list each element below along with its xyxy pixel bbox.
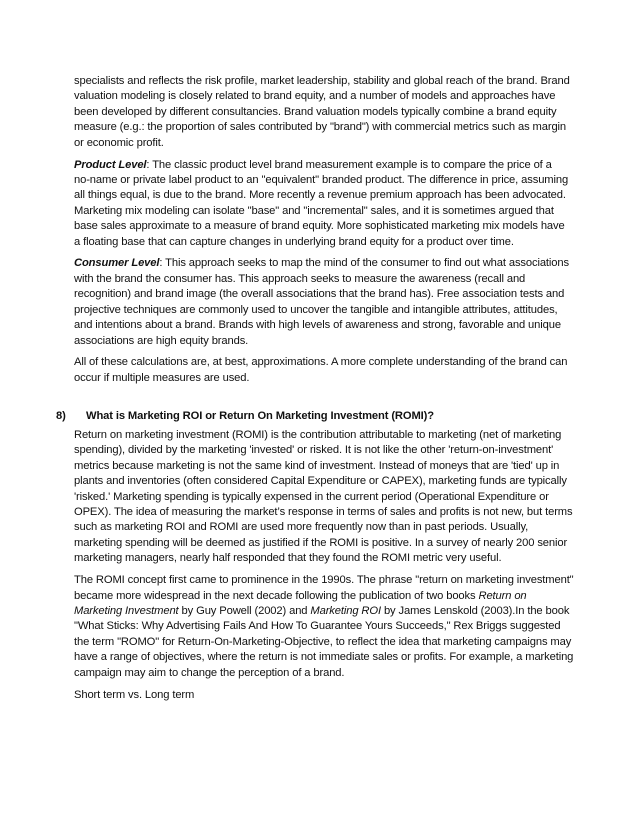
paragraph-short-vs-long: Short term vs. Long term [74,688,195,701]
romi-history-part-a: The ROMI concept first came to prominence in the 1990s. The phrase "return on marketing investment" became more widespread in the next decade following the publication of two books [74,574,574,602]
paragraph-romi-history [74,573,574,681]
bottom-section [74,428,574,709]
paragraph-approximations: All of these calculations are, at best, approximations. A more complete understanding of the brand can occur if multiple measures are used. [74,356,568,384]
consumer-level-label: Consumer Level [74,257,160,270]
paragraph-romi-definition: Return on marketing investment (ROMI) is the contribution attributable to marketing (net of marketing spending), divided by the marketing 'invested' or risked. It is not like the other 'return-on-investment' metrics because marketing is not the same kind of investment. Instead of moneys that are 'tied' up in plants and inventories (often considered Capital Expenditure or CAPEX), marketing funds are typically 'risked.' Marketing spending is typically expensed in the current period (Operational Expenditure or OPEX). The idea of measuring the market’s response in terms of sales and profits is not new, but terms such as marketing ROI and ROMI are used more frequently now than in past periods. Usually, marketing spending will be deemed as justified if the ROMI is positive. In a survey of nearly 200 senior marketing managers, nearly half responded that they found the ROMI metric very useful. [74,429,573,565]
consumer-level-text: : This approach seeks to map the mind of the consumer to find out what associations with the brand the consumer has. This approach seeks to measure the awareness (recall and recognition) and brand image (the overall associations that the brand has). Free association tests and projective techniques are commonly used to uncover the tangible and intangible attributes, attitudes, and intentions about a brand. Brands with high levels of awareness and strong, favorable and unique associations are high equity brands. [74,257,569,347]
question-number: 8) [56,410,66,422]
romi-history-part-c: by James Lenskold (2003).In the book "What Sticks: Why Advertising Fails And How To Guarantee Yours Succeeds," Rex Briggs suggested the term "ROMO" for Return-On-Marketing-Objective, to reflect the idea that marketing campaigns may have a range of objectives, where the return is not immediate sales or profits. For example, a marketing campaign may aim to change the perception of a brand. [74,604,574,679]
paragraph-brand-valuation: specialists and reflects the risk profile, market leadership, stability and global reach of the brand. Brand valuation modeling is closely related to brand equity, and a number of models and approaches have been developed by different consultancies. Brand valuation models typically combine a brand equity measure (e.g.: the proportion of sales contributed by "brand") with commercial metrics such as margin or economic profit. [74,75,570,149]
book-title-marketing-roi: Marketing ROI [310,604,381,617]
product-level-label: Product Level [74,158,147,171]
question-text: What is Marketing ROI or Return On Marketing Investment (ROMI)? [86,410,434,422]
product-level-text: : The classic product level brand measurement example is to compare the price of a no-name or private label product to an "equivalent" branded product. The difference in price, assuming all things equal, is due to the brand. More recently a revenue premium approach has been advocated. Marketing mix modeling can isolate "base" and "incremental" sales, and it is sometimes argued that base sales approximate to a measure of brand equity. More sophisticated marketing mix models have a floating base that can capture changes in underlying brand equity for a product over time. [74,158,569,248]
top-section [74,74,570,393]
paragraph-product-level [74,158,570,250]
paragraph-consumer-level [74,256,570,348]
romi-history-part-b: by Guy Powell (2002) and [178,604,311,617]
book-title-return-on-marketing-investment: Return on Marketing Investment [74,589,527,617]
